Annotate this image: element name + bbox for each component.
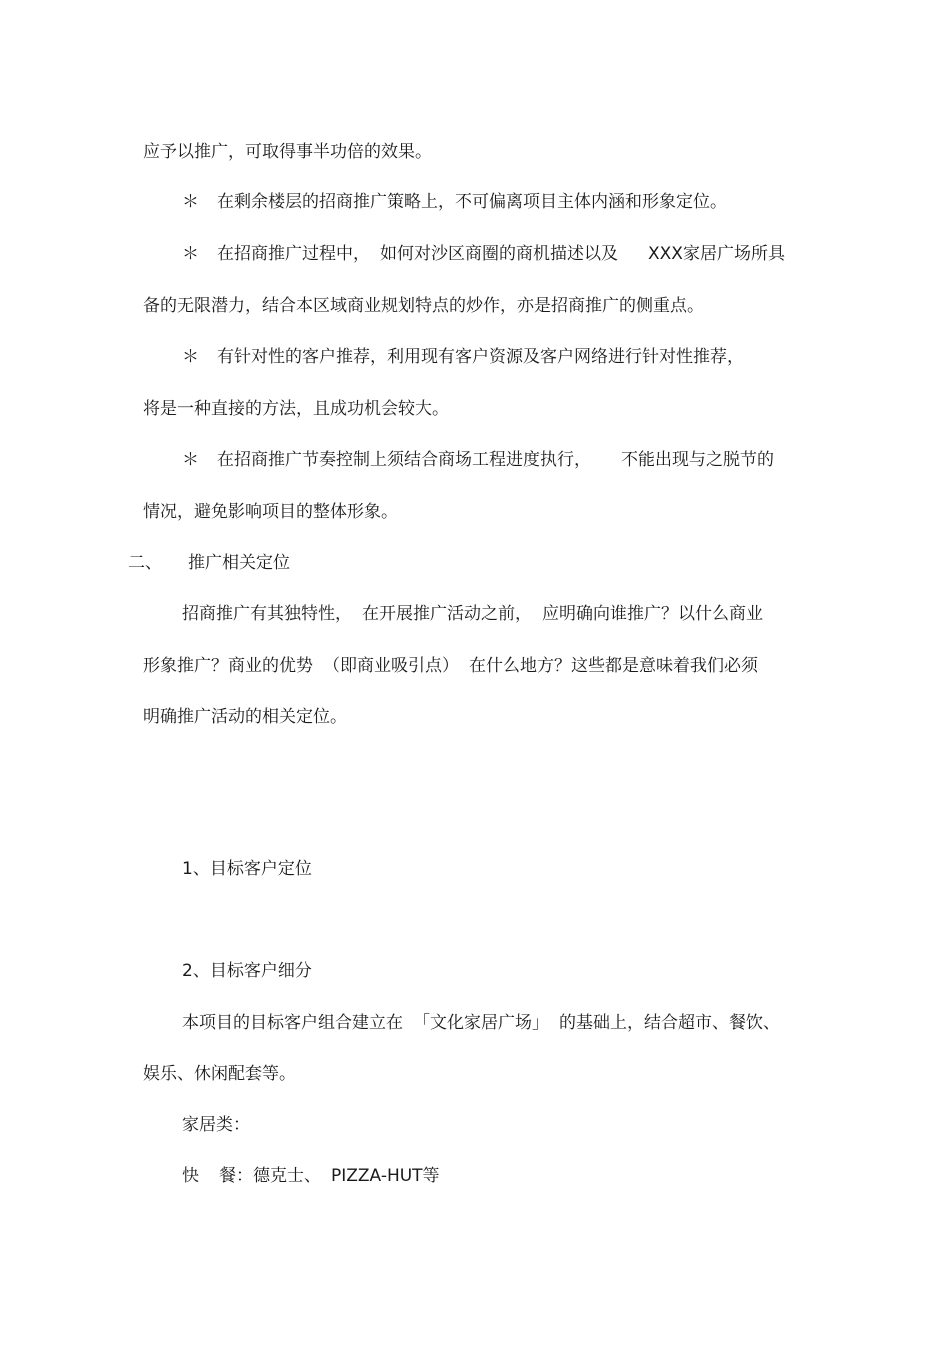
subheading-2 bbox=[182, 960, 312, 982]
text: 在开展推广活动之前， bbox=[362, 604, 532, 624]
section-number: 二、 bbox=[128, 553, 162, 573]
section-title: 推广相关定位 bbox=[188, 553, 290, 573]
bullet-item-4 bbox=[182, 449, 774, 471]
text: 情况，避免影响项目的整体形象。 bbox=[143, 502, 398, 522]
paragraph-line bbox=[143, 295, 704, 317]
text: 在什么地方？这些都是意味着我们必须 bbox=[469, 656, 758, 676]
asterisk-bullet-icon: ＊ bbox=[182, 192, 199, 212]
subheading-1 bbox=[182, 858, 312, 880]
text: 将是一种直接的方法，且成功机会较大。 bbox=[143, 399, 449, 419]
text: XXX家居广场所具 bbox=[648, 244, 785, 264]
text: 如何对沙区商圈的商机描述以及 bbox=[380, 244, 618, 264]
section-heading bbox=[128, 552, 290, 574]
text: 在剩余楼层的招商推广策略上，不可偏离项目主体内涵和形象定位。 bbox=[217, 192, 727, 212]
fast-food-line bbox=[182, 1165, 440, 1187]
text: 娱乐、休闲配套等。 bbox=[143, 1064, 296, 1084]
paragraph-line bbox=[143, 655, 758, 677]
text: 招商推广有其独特性， bbox=[182, 604, 352, 624]
text: 在招商推广过程中， bbox=[217, 244, 370, 264]
text: 家居类： bbox=[182, 1115, 250, 1135]
text: 明确推广活动的相关定位。 bbox=[143, 707, 347, 727]
asterisk-bullet-icon: ＊ bbox=[182, 244, 199, 264]
paragraph-line bbox=[143, 706, 347, 728]
text: 形象推广？商业的优势 bbox=[143, 656, 313, 676]
text: 的基础上，结合超市、餐饮、 bbox=[559, 1013, 780, 1033]
text: 餐：德克士、 bbox=[219, 1166, 321, 1186]
category-label bbox=[182, 1114, 250, 1136]
asterisk-bullet-icon: ＊ bbox=[182, 347, 199, 367]
text: 在招商推广节奏控制上须结合商场工程进度执行， bbox=[217, 450, 591, 470]
text: 应明确向谁推广？以什么商业 bbox=[542, 604, 763, 624]
text: 本项目的目标客户组合建立在 bbox=[182, 1013, 403, 1033]
text: （即商业吸引点） bbox=[323, 656, 459, 676]
text: 不能出现与之脱节的 bbox=[621, 450, 774, 470]
text: 快 bbox=[182, 1166, 199, 1186]
paragraph-line bbox=[143, 398, 449, 420]
text: 2、目标客户细分 bbox=[182, 961, 312, 981]
text: 备的无限潜力，结合本区域商业规划特点的炒作，亦是招商推广的侧重点。 bbox=[143, 296, 704, 316]
text: 应予以推广，可取得事半功倍的效果。 bbox=[143, 142, 432, 162]
asterisk-bullet-icon: ＊ bbox=[182, 450, 199, 470]
paragraph-line bbox=[143, 501, 398, 523]
bullet-item-3 bbox=[182, 346, 744, 368]
paragraph-line bbox=[182, 1012, 780, 1034]
text: 有针对性的客户推荐，利用现有客户资源及客户网络进行针对性推荐， bbox=[217, 347, 744, 367]
text: PIZZA-HUT等 bbox=[331, 1166, 440, 1186]
text: 1、目标客户定位 bbox=[182, 859, 312, 879]
paragraph-line bbox=[182, 603, 763, 625]
paragraph-line bbox=[143, 141, 432, 163]
paragraph-line bbox=[143, 1063, 296, 1085]
bullet-item-1 bbox=[182, 191, 727, 213]
bullet-item-2 bbox=[182, 243, 785, 265]
text: 「文化家居广场」 bbox=[413, 1013, 549, 1033]
